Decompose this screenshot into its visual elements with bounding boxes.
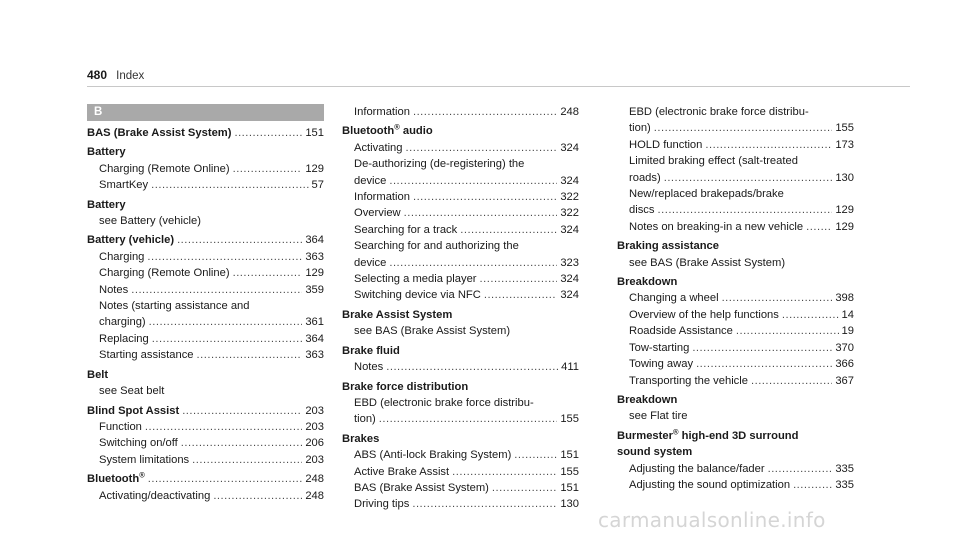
page-reference[interactable]: 364	[305, 234, 324, 247]
dot-leader	[492, 480, 557, 496]
index-heading-line	[617, 238, 854, 254]
page-reference[interactable]: 129	[305, 162, 324, 175]
index-subentry-line[interactable]	[342, 496, 579, 512]
index-subentry-line	[342, 238, 579, 254]
index-term: Information	[354, 106, 410, 118]
dot-leader	[412, 496, 557, 512]
index-column-1	[87, 104, 324, 504]
page-reference[interactable]: 248	[560, 106, 579, 118]
index-subentry-line[interactable]	[342, 255, 579, 271]
index-term: Notes (starting assistance and	[99, 300, 250, 313]
registered-mark: ®	[139, 470, 145, 480]
index-subentry-line[interactable]	[87, 265, 324, 281]
index-term: Braking assistance	[617, 240, 719, 253]
index-term: Switching on/off	[99, 437, 178, 450]
index-term: sound system	[617, 446, 693, 459]
page-reference[interactable]: 335	[835, 478, 854, 491]
page-reference[interactable]: 322	[560, 207, 579, 220]
dot-leader	[484, 287, 557, 303]
page-reference[interactable]: 130	[560, 498, 579, 511]
index-subentry-line[interactable]	[87, 249, 324, 265]
index-term: Overview of the help functions	[629, 308, 779, 321]
index-subentry-line[interactable]	[342, 173, 579, 189]
index-term: Notes	[99, 283, 129, 296]
page-number: 480	[87, 68, 108, 82]
index-subentry-line[interactable]	[342, 411, 579, 427]
index-term: roads)	[629, 171, 661, 184]
dot-leader	[658, 202, 833, 218]
dot-leader	[149, 314, 303, 330]
section-title: Index	[116, 70, 145, 82]
index-heading-line	[617, 392, 854, 408]
index-term: Notes on breaking-in a new vehicle	[629, 220, 804, 233]
index-term: EBD (electronic brake force distribu-	[629, 106, 809, 118]
dot-leader	[152, 331, 303, 347]
index-term: Charging (Remote Online)	[99, 162, 230, 175]
index-subentry-line[interactable]	[342, 287, 579, 303]
index-term: Searching for and authorizing the	[354, 240, 519, 253]
page-header	[87, 68, 874, 85]
page-reference[interactable]: 57	[311, 179, 324, 192]
index-subentry-line[interactable]	[342, 359, 579, 375]
index-term: Charging	[99, 250, 145, 263]
dot-leader	[480, 271, 558, 287]
page-reference[interactable]: 203	[305, 453, 324, 466]
index-term: Blind Spot Assist	[87, 404, 180, 417]
dot-leader	[664, 170, 833, 186]
page-reference[interactable]: 323	[560, 256, 579, 269]
index-heading-line	[617, 428, 854, 444]
page-reference[interactable]: 324	[560, 223, 579, 236]
page-reference[interactable]: 155	[560, 413, 579, 426]
index-term: EBD (electronic brake force distribu-	[354, 396, 534, 409]
index-subentry-line[interactable]	[87, 177, 324, 193]
page-reference[interactable]: 151	[305, 127, 324, 139]
dot-leader	[233, 161, 303, 177]
dot-leader	[768, 461, 833, 477]
page-reference[interactable]: 363	[305, 349, 324, 362]
registered-mark: ®	[394, 122, 400, 132]
index-term: Notes	[354, 361, 384, 374]
index-term: Roadside Assistance	[629, 325, 733, 338]
index-entry	[87, 232, 324, 363]
dot-leader	[806, 219, 832, 235]
index-term: Battery	[87, 146, 126, 159]
index-subentry-line	[617, 408, 854, 424]
page-reference[interactable]: 206	[305, 437, 324, 450]
index-subentry-line[interactable]	[87, 452, 324, 468]
dot-leader	[722, 290, 833, 306]
dot-leader	[389, 255, 557, 271]
index-subentry-line[interactable]	[87, 161, 324, 177]
page-reference[interactable]: 324	[560, 174, 579, 187]
page-reference[interactable]: 14	[841, 308, 854, 321]
index-term: Transporting the vehicle	[629, 374, 748, 387]
index-subentry-line	[342, 323, 579, 339]
index-subentry-line[interactable]	[617, 356, 854, 372]
page-reference[interactable]: 129	[835, 220, 854, 233]
page-reference[interactable]: 173	[835, 138, 854, 151]
index-entry	[617, 104, 854, 235]
registered-mark: ®	[672, 426, 679, 436]
index-term: Tow-starting	[629, 341, 690, 354]
page-reference[interactable]: 151	[560, 481, 579, 494]
index-term: Selecting a media player	[354, 273, 477, 286]
dot-leader	[514, 447, 557, 463]
index-entry	[87, 197, 324, 230]
index-term: Function	[99, 420, 142, 433]
index-heading-line[interactable]	[87, 403, 324, 419]
index-term: Adjusting the balance/fader	[629, 462, 765, 475]
page-reference[interactable]: 129	[835, 204, 854, 217]
dot-leader	[182, 403, 302, 419]
index-subentry-line[interactable]	[342, 189, 579, 205]
index-term: device	[354, 174, 387, 187]
index-letter-heading: B	[87, 104, 324, 121]
page-reference[interactable]: 19	[841, 325, 854, 338]
index-term: charging)	[99, 316, 146, 329]
index-term: Battery (vehicle)	[87, 234, 175, 247]
index-term: Active Brake Assist	[354, 465, 450, 478]
index-term: Starting assistance	[99, 349, 194, 362]
dot-leader	[736, 323, 839, 339]
index-entry	[342, 307, 579, 340]
index-subentry-line	[87, 383, 324, 399]
index-entry	[342, 123, 579, 303]
index-term: Towing away	[629, 358, 694, 371]
index-subentry-line[interactable]	[87, 435, 324, 451]
index-subentry-line[interactable]	[617, 120, 854, 136]
index-term: Brake force distribution	[342, 380, 469, 393]
dot-leader	[751, 373, 832, 389]
index-term: Driving tips	[354, 498, 410, 511]
index-heading-line	[342, 379, 579, 395]
index-subentry-line[interactable]	[342, 464, 579, 480]
index-term: HOLD function	[629, 138, 703, 151]
index-heading-line	[342, 343, 579, 359]
index-term: device	[354, 256, 387, 269]
index-term: Charging (Remote Online)	[99, 267, 230, 280]
index-subentry-line[interactable]	[617, 461, 854, 477]
index-term: ABS (Anti-lock Braking System)	[354, 449, 512, 462]
page-reference[interactable]: 364	[305, 332, 324, 345]
index-subentry-line[interactable]	[617, 340, 854, 356]
index-subentry-line[interactable]	[617, 323, 854, 339]
index-heading-line[interactable]	[87, 125, 324, 141]
index-subentry-line[interactable]	[87, 347, 324, 363]
page-reference[interactable]: 361	[305, 316, 324, 329]
dot-leader	[181, 435, 303, 451]
index-subentry-line[interactable]	[342, 205, 579, 221]
dot-leader	[145, 419, 302, 435]
dot-leader	[782, 307, 839, 323]
index-entry	[617, 238, 854, 271]
dot-leader	[131, 282, 302, 298]
index-term: Bluetooth® audio	[342, 122, 433, 138]
index-heading-line[interactable]	[87, 232, 324, 248]
index-term: Replacing	[99, 332, 149, 345]
dot-leader	[147, 249, 302, 265]
index-heading-line	[87, 197, 324, 213]
index-term: Belt	[87, 368, 109, 381]
index-entry	[617, 274, 854, 389]
index-entry	[342, 104, 579, 120]
index-subentry-line[interactable]	[87, 282, 324, 298]
index-entry	[617, 392, 854, 425]
index-subentry-line[interactable]	[342, 140, 579, 156]
index-term: tion)	[629, 122, 651, 135]
index-term: Limited braking effect (salt-treated	[629, 155, 798, 168]
page-reference[interactable]: 324	[560, 141, 579, 154]
index-term: see BAS (Brake Assist System)	[629, 256, 786, 269]
dot-leader	[379, 411, 558, 427]
index-subentry-line[interactable]	[617, 477, 854, 493]
index-heading-line[interactable]	[87, 471, 324, 487]
index-term: Overview	[354, 207, 401, 220]
page-reference[interactable]: 363	[305, 250, 324, 263]
index-term: Brake Assist System	[342, 308, 453, 321]
page-reference[interactable]: 367	[835, 374, 854, 387]
index-term: Brakes	[342, 432, 380, 445]
index-term: discs	[629, 204, 655, 217]
dot-leader	[654, 120, 833, 136]
index-subentry-line[interactable]	[617, 290, 854, 306]
page-reference[interactable]: 359	[305, 283, 324, 296]
index-heading-line	[617, 444, 854, 460]
index-subentry-line[interactable]	[87, 488, 324, 504]
index-term: see Battery (vehicle)	[99, 215, 201, 228]
page-reference[interactable]: 370	[835, 341, 854, 354]
dot-leader	[151, 177, 308, 193]
index-term: Changing a wheel	[629, 292, 719, 305]
page-reference[interactable]: 335	[835, 462, 854, 475]
index-subentry-line	[617, 255, 854, 271]
page-reference[interactable]: 203	[305, 420, 324, 433]
page-reference[interactable]: 151	[560, 449, 579, 462]
index-term: Activating/deactivating	[99, 489, 211, 502]
index-term: Switching device via NFC	[354, 289, 481, 302]
index-subentry-line[interactable]	[617, 137, 854, 153]
dot-leader	[197, 347, 303, 363]
index-subentry-line[interactable]	[617, 202, 854, 218]
dot-leader	[148, 471, 303, 487]
index-term: Searching for a track	[354, 223, 458, 236]
index-heading-line	[617, 274, 854, 290]
index-term: Breakdown	[617, 276, 678, 289]
page-reference[interactable]: 411	[561, 361, 579, 374]
index-entry	[87, 471, 324, 504]
index-heading-line	[342, 307, 579, 323]
index-subentry-line	[87, 213, 324, 229]
index-term: De-authorizing (de-registering) the	[354, 158, 525, 171]
index-subentry-line[interactable]	[617, 219, 854, 235]
dot-leader	[413, 104, 557, 120]
dot-leader	[234, 125, 302, 141]
index-subentry-line[interactable]	[342, 222, 579, 238]
page-reference[interactable]: 248	[305, 489, 324, 502]
page-reference[interactable]: 155	[560, 465, 579, 478]
dot-leader	[386, 359, 558, 375]
index-subentry-line[interactable]	[617, 170, 854, 186]
page-reference[interactable]: 203	[305, 404, 324, 417]
index-entry	[87, 144, 324, 193]
index-subentry-line	[617, 186, 854, 202]
index-term: BAS (Brake Assist System)	[354, 481, 489, 494]
index-column-3	[617, 104, 854, 493]
index-subentry-line[interactable]	[87, 331, 324, 347]
index-term: Brake fluid	[342, 344, 400, 357]
page-reference[interactable]: 324	[560, 289, 579, 302]
index-term: see Flat tire	[629, 410, 688, 423]
index-entry	[87, 125, 324, 141]
index-heading-line	[87, 144, 324, 160]
dot-leader	[177, 232, 302, 248]
index-term: Activating	[354, 141, 403, 154]
dot-leader	[213, 488, 302, 504]
dot-leader	[793, 477, 832, 493]
index-subentry-line[interactable]	[342, 271, 579, 287]
index-subentry-line	[617, 104, 854, 120]
index-term: Burmester® high-end 3D surround	[617, 426, 799, 442]
index-subentry-line[interactable]	[342, 480, 579, 496]
index-subentry-line[interactable]	[342, 104, 579, 120]
index-term: BAS (Brake Assist System)	[87, 127, 232, 139]
page-reference[interactable]: 248	[305, 473, 324, 486]
page-reference[interactable]: 324	[560, 273, 579, 286]
index-heading-line	[87, 367, 324, 383]
index-subentry-line[interactable]	[617, 307, 854, 323]
dot-leader	[705, 137, 832, 153]
index-entry	[342, 379, 579, 428]
page-reference[interactable]: 155	[835, 122, 854, 135]
dot-leader	[460, 222, 557, 238]
index-entry	[342, 343, 579, 376]
index-entry	[342, 431, 579, 513]
index-term: Battery	[87, 198, 126, 211]
index-heading-line	[342, 431, 579, 447]
index-heading-line	[342, 123, 579, 139]
index-entry	[87, 403, 324, 469]
page-reference[interactable]: 398	[835, 292, 854, 305]
page-reference[interactable]: 129	[305, 267, 324, 280]
dot-leader	[406, 140, 558, 156]
dot-leader	[452, 464, 557, 480]
index-column-2	[342, 104, 579, 513]
index-subentry-line[interactable]	[617, 373, 854, 389]
index-subentry-line[interactable]	[342, 447, 579, 463]
dot-leader	[404, 205, 558, 221]
header-divider	[87, 86, 910, 87]
index-entry	[617, 428, 854, 494]
index-subentry-line	[342, 156, 579, 172]
index-term: SmartKey	[99, 179, 149, 192]
index-term: tion)	[354, 413, 376, 426]
watermark-text: carmanualsonline.info	[598, 508, 826, 532]
dot-leader	[413, 189, 557, 205]
page-reference[interactable]: 130	[835, 171, 854, 184]
page-reference[interactable]: 322	[560, 191, 579, 204]
index-term: Adjusting the sound optimization	[629, 478, 791, 491]
dot-leader	[192, 452, 302, 468]
index-term: System limitations	[99, 453, 190, 466]
index-term: Information	[354, 191, 410, 204]
index-subentry-line	[617, 153, 854, 169]
index-term: New/replaced brakepads/brake	[629, 188, 784, 201]
index-term: see Seat belt	[99, 385, 165, 398]
index-term: see BAS (Brake Assist System)	[354, 325, 511, 338]
index-entry	[87, 367, 324, 400]
index-term: Bluetooth®	[87, 470, 145, 486]
index-subentry-line	[87, 298, 324, 314]
dot-leader	[389, 173, 557, 189]
dot-leader	[696, 356, 832, 372]
page-reference[interactable]: 366	[835, 358, 854, 371]
dot-leader	[233, 265, 303, 281]
index-subentry-line[interactable]	[87, 419, 324, 435]
index-term: Breakdown	[617, 393, 678, 406]
index-subentry-line[interactable]	[87, 314, 324, 330]
dot-leader	[692, 340, 832, 356]
index-subentry-line	[342, 395, 579, 411]
